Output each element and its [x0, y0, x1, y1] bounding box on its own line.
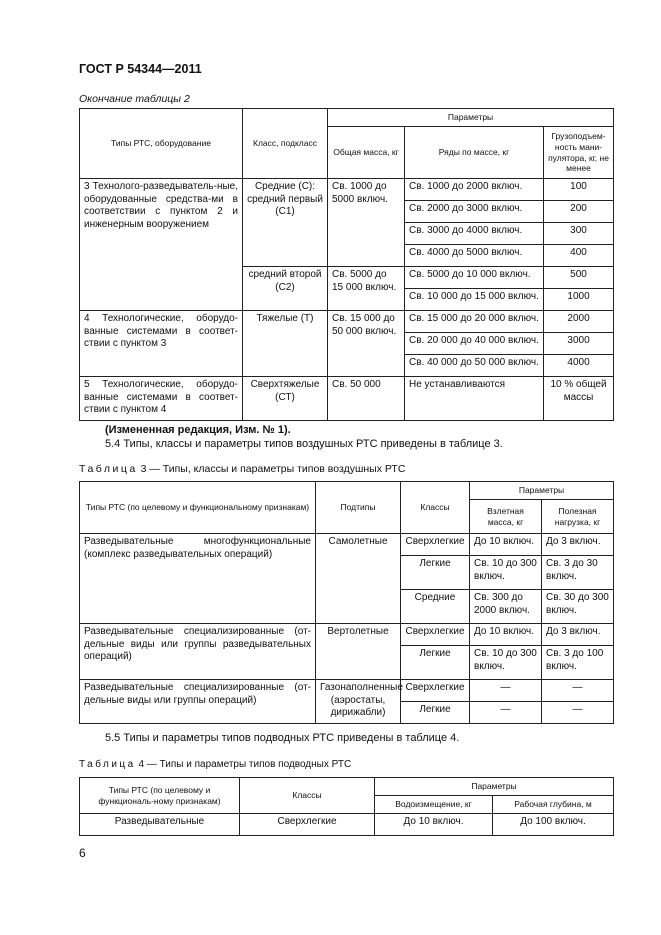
range-cell: Св. 3000 до 4000 включ. [405, 223, 544, 245]
table-2 [79, 108, 614, 421]
range-cell: Св. 1000 до 2000 включ. [405, 179, 544, 201]
load-cell: 3000 [544, 333, 614, 355]
load-cell: 100 [544, 179, 614, 201]
load-cell: 10 % общей массы [544, 377, 614, 421]
header-payload: Полезная нагрузка, кг [542, 500, 614, 534]
page-header: ГОСТ Р 54344—2011 [79, 62, 202, 76]
range-cell: Св. 40 000 до 50 000 включ. [405, 355, 544, 377]
mass-cell: До 10 включ. [470, 624, 542, 646]
load-cell: 1000 [544, 289, 614, 311]
row3-mass1: Св. 1000 до 5000 включ. [328, 179, 405, 267]
header-rows: Ряды по массе, кг [405, 127, 544, 179]
header-depth: Рабочая глубина, м [493, 796, 614, 814]
row5-type: 5 Технологические, оборудо-ванные системами в соответ-ствии с пунктом 4 [80, 377, 243, 421]
paragraph-5-5: 5.5 Типы и параметры типов подводных РТС приведены в таблице 4. [105, 732, 460, 744]
payload-cell: Св. 30 до 300 включ. [542, 590, 614, 624]
range-cell: Св. 5000 до 10 000 включ. [405, 267, 544, 289]
range-cell: Св. 15 000 до 20 000 включ. [405, 311, 544, 333]
group1-type: Разведывательные многофункциональные (комплекс разведывательных операций) [80, 534, 316, 624]
header-types: Типы РТС (по целевому и функциональному признакам) [80, 482, 316, 534]
row3-class1: Средние (С): средний первый (С1) [243, 179, 328, 267]
header-subtypes: Подтипы [316, 482, 401, 534]
header-payload: Грузоподъем-ность мани-пулятора, кг, не менее [544, 127, 614, 179]
class-cell: Средние [401, 590, 470, 624]
row4-class: Тяжелые (Т) [243, 311, 328, 377]
load-cell: 300 [544, 223, 614, 245]
header-types: Типы РТС, оборудование [80, 109, 243, 179]
table-4-caption [79, 759, 351, 770]
header-types: Типы РТС (по целевому и функциональ-ному признакам) [80, 778, 240, 814]
class-cell: Легкие [401, 646, 470, 680]
caption-text: 3 — Типы, классы и параметры типов воздушных РТС [140, 463, 406, 475]
range-cell: Св. 4000 до 5000 включ. [405, 245, 544, 267]
type-cell: Разведывательные [80, 814, 240, 836]
row4-mass: Св. 15 000 до 50 000 включ. [328, 311, 405, 377]
row5-mass: Св. 50 000 [328, 377, 405, 421]
row5-class: Сверхтяжелые (СТ) [243, 377, 328, 421]
table-3-caption [79, 463, 405, 475]
header-params: Параметры [328, 109, 614, 127]
load-cell: 200 [544, 201, 614, 223]
payload-cell: До 3 включ. [542, 534, 614, 556]
load-cell: 400 [544, 245, 614, 267]
caption-label: Таблица [79, 463, 138, 475]
mass-cell: Св. 10 до 300 включ. [470, 556, 542, 590]
table-4 [79, 777, 614, 836]
range-cell: Св. 10 000 до 15 000 включ. [405, 289, 544, 311]
row4-type: 4 Технологические, оборудо-ванные системами в соответ-ствии с пунктом 3 [80, 311, 243, 377]
header-displacement: Водоизмещение, кг [375, 796, 493, 814]
row3-mass2: Св. 5000 до 15 000 включ. [328, 267, 405, 311]
header-classes: Классы [401, 482, 470, 534]
header-takeoff: Взлетная масса, кг [470, 500, 542, 534]
mass-cell: Св. 300 до 2000 включ. [470, 590, 542, 624]
payload-cell: Св. 3 до 30 включ. [542, 556, 614, 590]
group3-type: Разведывательные специализированные (от-дельные виды или группы операций) [80, 680, 316, 724]
mass-cell: До 10 включ. [470, 534, 542, 556]
payload-cell: — [542, 680, 614, 702]
header-params: Параметры [470, 482, 614, 500]
depth-cell: До 100 включ. [493, 814, 614, 836]
range-cell: Св. 2000 до 3000 включ. [405, 201, 544, 223]
class-cell: Сверхлегкие [240, 814, 375, 836]
displacement-cell: До 10 включ. [375, 814, 493, 836]
header-params: Параметры [375, 778, 614, 796]
class-cell: Сверхлегкие [401, 534, 470, 556]
group1-subtype: Самолетные [316, 534, 401, 624]
load-cell: 500 [544, 267, 614, 289]
group2-subtype: Вертолетные [316, 624, 401, 680]
range-cell: Не устанавливаются [405, 377, 544, 421]
row3-class2: средний второй (С2) [243, 267, 328, 311]
load-cell: 4000 [544, 355, 614, 377]
class-cell: Сверхлегкие [401, 624, 470, 646]
group2-type: Разведывательные специализированные (от-дельные виды или группы разведывательных операций) [80, 624, 316, 680]
payload-cell: Св. 3 до 100 включ. [542, 646, 614, 680]
payload-cell: — [542, 702, 614, 724]
header-class: Класс, подкласс [243, 109, 328, 179]
table-3 [79, 481, 614, 724]
class-cell: Легкие [401, 702, 470, 724]
edition-note: (Измененная редакция, Изм. № 1). [105, 424, 291, 436]
class-cell: Сверхлегкие [401, 680, 470, 702]
mass-cell: Св. 10 до 300 включ. [470, 646, 542, 680]
caption-text: 4 — Типы и параметры типов подводных РТС [138, 759, 352, 770]
caption-label: Таблица [79, 759, 136, 770]
page-number: 6 [79, 846, 86, 860]
paragraph-5-4: 5.4 Типы, классы и параметры типов воздушных РТС приведены в таблице 3. [105, 438, 503, 450]
mass-cell: — [470, 680, 542, 702]
header-mass: Общая масса, кг [328, 127, 405, 179]
header-classes: Классы [240, 778, 375, 814]
group3-subtype: Газонаполненные (аэростаты, дирижабли) [316, 680, 401, 724]
class-cell: Легкие [401, 556, 470, 590]
row3-type: 3 Технолого-разведыватель-ные, оборудованные средства-ми в соответствии с пунктом 2 и инженерным вооружением [80, 179, 243, 311]
load-cell: 2000 [544, 311, 614, 333]
table-continuation-caption: Окончание таблицы 2 [79, 93, 190, 105]
range-cell: Св. 20 000 до 40 000 включ. [405, 333, 544, 355]
mass-cell: — [470, 702, 542, 724]
payload-cell: До 3 включ. [542, 624, 614, 646]
